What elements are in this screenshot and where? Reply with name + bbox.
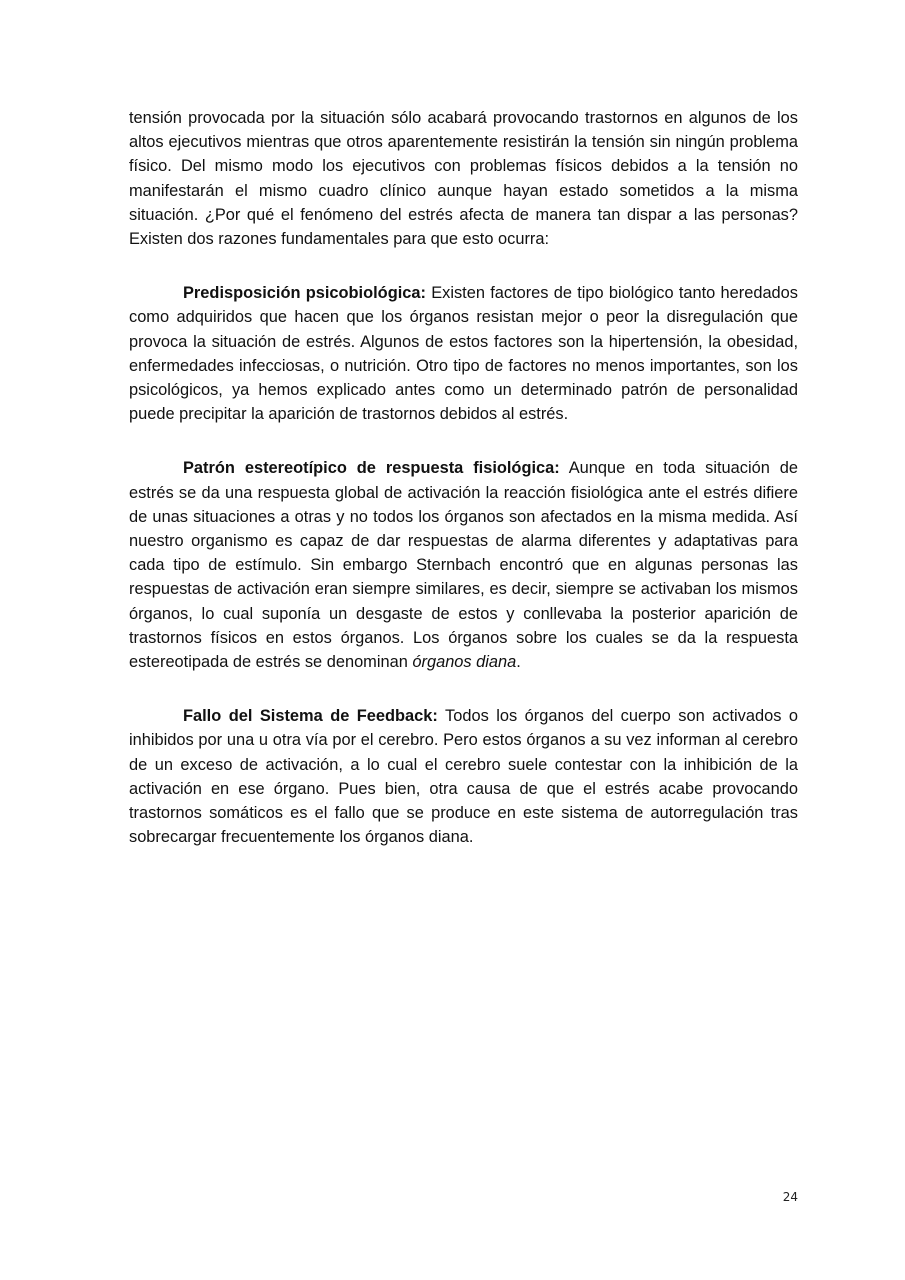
paragraph-spacer [129,251,798,281]
document-page [129,106,798,849]
section-body-patron: Aunque en toda situación de estrés se da una respuesta global de activación la reacción fisiológica ante el estrés difiere de unas situaciones a otras y no todos los órganos son afectados en la misma medida. Así nuestro organismo es capaz de dar respuestas de alarma diferentes y adaptativas para cada tipo de estímulo. Sin embargo Sternbach encontró que en algunas personas las respuestas de activación eran siempre similares, es decir, siempre se activaban los mismos órganos, lo cual suponía un desgaste de estos y conllevaba la posterior aparición de trastornos físicos en estos órganos. Los órganos sobre los cuales se da la respuesta estereotipada de estrés se denominan [129,459,798,672]
section-patron [129,456,798,674]
section-heading-patron: Patrón estereotípico de respuesta fisiológica: [183,459,560,478]
section-body-feedback: Todos los órganos del cuerpo son activados o inhibidos por una u otra vía por el cerebro. Pero estos órganos a su vez informan al cerebro de un exceso de activación, a lo cual el cerebro suele contestar con la inhibición de la activación en ese órgano. Pues bien, otra causa de que el estrés acabe provocando trastornos somáticos es el fallo que se produce en este sistema de autorregulación tras sobrecargar frecuentemente los órganos diana. [129,707,798,847]
paragraph-spacer [129,426,798,456]
section-tail-patron: . [516,653,521,672]
intro-paragraph: tensión provocada por la situación sólo acabará provocando trastornos en algunos de los altos ejecutivos mientras que otros aparentemente resistirán la tensión sin ningún problema físico. Del mismo modo los ejecutivos con problemas físicos debidos a la tensión no manifestarán el mismo cuadro clínico aunque hayan estado sometidos a la misma situación. ¿Por qué el fenómeno del estrés afecta de manera tan dispar a las personas? Existen dos razones fundamentales para que esto ocurra: [129,109,798,249]
section-heading-predisposicion: Predisposición psicobiológica: [183,284,426,303]
section-heading-feedback: Fallo del Sistema de Feedback: [183,707,438,726]
section-predisposicion [129,281,798,426]
italic-term: órganos diana [412,653,517,672]
page-number: 24 [782,1190,798,1204]
section-body-predisposicion: Existen factores de tipo biológico tanto heredados como adquiridos que hacen que los órganos resistan mejor o peor la disregulación que provoca la situación de estrés. Algunos de estos factores son la hipertensión, la obesidad, enfermedades infecciosas, o nutrición. Otro tipo de factores no menos importantes, son los psicológicos, ya hemos explicado antes como un determinado patrón de personalidad puede precipitar la aparición de trastornos debidos al estrés. [129,284,798,424]
section-feedback [129,704,798,849]
paragraph-spacer [129,674,798,704]
